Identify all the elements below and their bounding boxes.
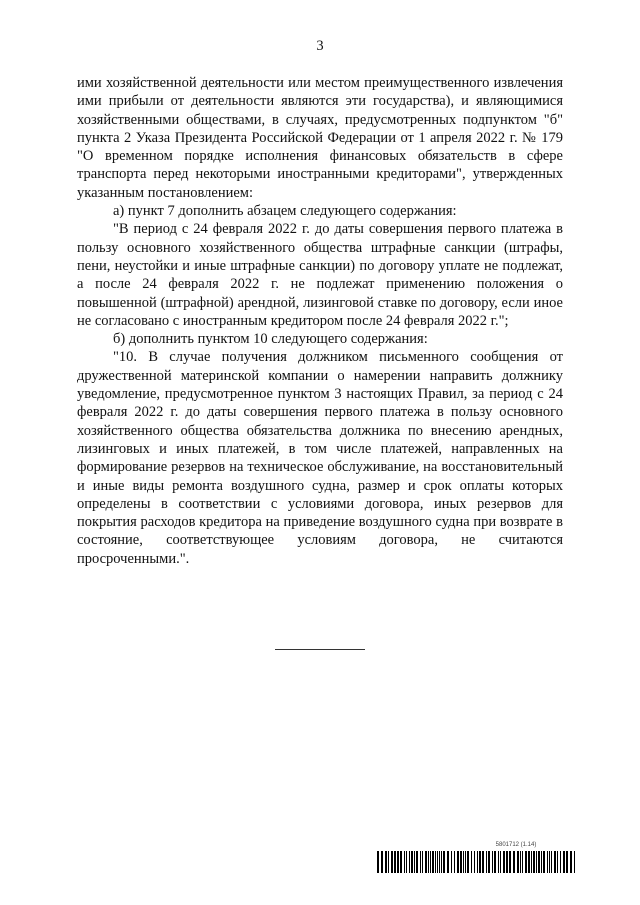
barcode-bar: [391, 851, 393, 873]
barcode-bar: [463, 851, 464, 873]
barcode-bar: [404, 851, 405, 873]
barcode-bar: [454, 851, 455, 873]
paragraph-point-10: "10. В случае получения должником письменного сообщения от дружественной материнской компании о намерении направить должнику уведомление, предусмотренное пунктом 3 настоящих Правил, за период с 24 февраля 2022 г. до даты совершения первого платежа в пользу основного хозяйственного общества обязательства должника по внесению арендных, лизинговых и иных платежей, в том числе платежей, направленных на формирование резервов на техническое обслуживание, на восстановительный и иные виды ремонта воздушного судна, размер и срок оплаты которых определены в соответствии с условиями договора, иных резервов для покрытия расходов кредитора на приведение воздушного судна при возврате в состояние, соответствующее условиям договора, не считаются просроченными.".: [77, 349, 563, 567]
barcode-bar: [528, 851, 530, 873]
barcode-bar: [482, 851, 484, 873]
barcode-bar: [486, 851, 487, 873]
barcode-bar: [520, 851, 521, 873]
barcode-bar: [492, 851, 493, 873]
barcode-bar: [474, 851, 475, 873]
paragraph-continuation: ими хозяйственной деятельности или местом преимущественного извлечения ими прибыли от деятельности являются эти государства), и являющимися хозяйственными обществами, в случаях, предусмотренных подпунктом "б" пункта 2 Указа Президента Российской Федерации от 1 апреля 2022 г. № 179 "О временном порядке исполнения финансовых обязательств в сфере транспорта перед некоторыми иностранными кредиторами", утвержденных указанным постановлением:: [77, 75, 563, 201]
paragraph-quote-penalties: "В период с 24 февраля 2022 г. до даты совершения первого платежа в пользу основного хозяйственного общества штрафные санкции (штрафы, пени, неустойки и иные штрафные санкции) по договору уплате не подлежат, а после 24 февраля 2022 г. не подлежат применению положения о повышенной (штрафной) арендной, лизинговой ставке по договору, если иное не согласовано с иностранным кредитором после 24 февраля 2022 г.";: [77, 221, 563, 329]
barcode-bar: [422, 851, 423, 873]
barcode-bar: [517, 851, 519, 873]
barcode-bar: [425, 851, 427, 873]
barcode-bar: [477, 851, 478, 873]
document-body: [77, 74, 563, 568]
barcode-bar: [531, 851, 532, 873]
barcode-bar: [414, 851, 415, 873]
barcode-bar: [409, 851, 410, 873]
barcode-bar: [563, 851, 565, 873]
barcode-bar: [467, 851, 469, 873]
barcode-bar: [437, 851, 438, 873]
barcode-bar: [538, 851, 540, 873]
barcode-bar: [494, 851, 496, 873]
barcode-bar: [549, 851, 550, 873]
barcode-bar: [498, 851, 499, 873]
barcode-bar: [443, 851, 445, 873]
barcode-bar: [541, 851, 542, 873]
barcode-bar: [566, 851, 568, 873]
barcode-bar: [377, 851, 379, 873]
barcode-bar: [465, 851, 466, 873]
barcode-bar: [430, 851, 431, 873]
barcode-bar: [560, 851, 561, 873]
barcode-bar: [432, 851, 434, 873]
barcode-bar: [471, 851, 472, 873]
barcode-bar: [479, 851, 481, 873]
barcode-bar: [435, 851, 436, 873]
barcode-bar: [554, 851, 556, 873]
barcode-bar: [416, 851, 418, 873]
document-code: 5801712 (1.14): [495, 842, 537, 848]
barcode-bar: [385, 851, 387, 873]
barcode-bar: [513, 851, 515, 873]
barcode-bar: [406, 851, 407, 873]
barcode-bar: [503, 851, 505, 873]
page-number: 3: [316, 38, 324, 54]
barcode-bar: [400, 851, 402, 873]
barcode-bar: [557, 851, 558, 873]
barcode-bar: [411, 851, 413, 873]
barcode-bar: [428, 851, 429, 873]
barcode-bar: [457, 851, 459, 873]
barcode-bar: [543, 851, 545, 873]
barcode-bar: [420, 851, 421, 873]
barcode-bar: [394, 851, 396, 873]
barcode-bar: [439, 851, 440, 873]
barcode-bar: [441, 851, 442, 873]
barcode-bar: [447, 851, 449, 873]
barcode-bar: [525, 851, 527, 873]
barcode: [377, 851, 575, 873]
barcode-bar: [451, 851, 452, 873]
barcode-bar: [551, 851, 552, 873]
barcode-bar: [574, 851, 575, 873]
barcode-bar: [536, 851, 537, 873]
barcode-bar: [460, 851, 462, 873]
barcode-bar: [506, 851, 508, 873]
barcode-bar: [509, 851, 511, 873]
barcode-bar: [533, 851, 535, 873]
barcode-bar: [547, 851, 548, 873]
paragraph-item-a: а) пункт 7 дополнить абзацем следующего содержания:: [113, 203, 457, 220]
barcode-bar: [388, 851, 389, 873]
paragraph-item-b: б) дополнить пунктом 10 следующего содержания:: [113, 331, 428, 348]
barcode-bar: [381, 851, 383, 873]
barcode-bar: [570, 851, 572, 873]
barcode-bar: [488, 851, 490, 873]
barcode-bar: [397, 851, 399, 873]
barcode-bar: [500, 851, 501, 873]
end-separator-line: [275, 649, 365, 650]
barcode-bar: [522, 851, 523, 873]
